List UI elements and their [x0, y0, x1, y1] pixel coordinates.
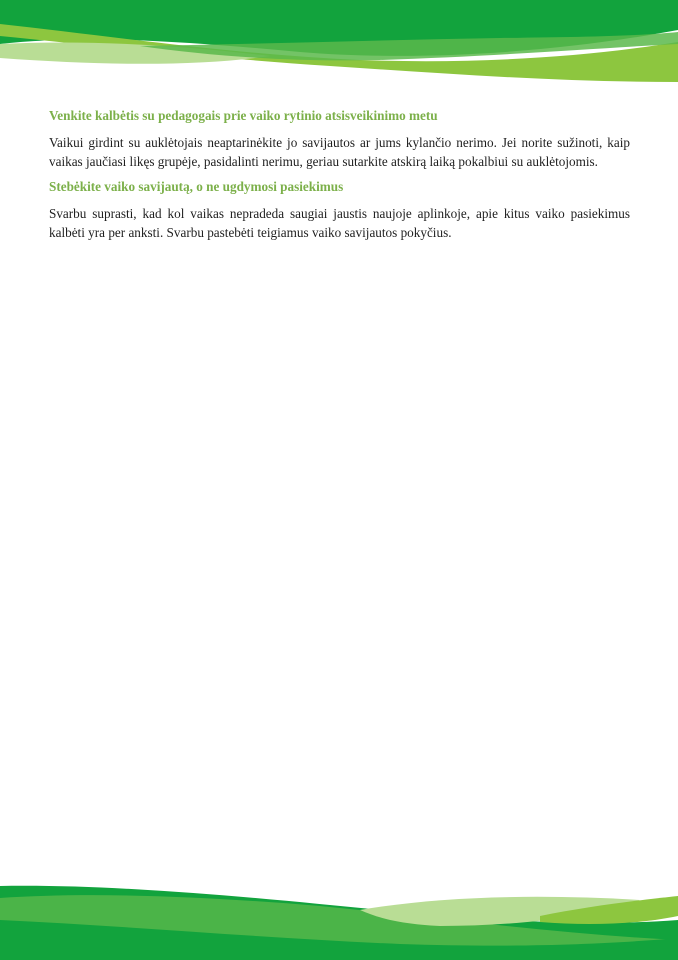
- section-paragraph: Vaikui girdint su auklėtojais neaptarinėkite jo savijautos ar jums kylančio nerimo. Jei norite sužinoti, kaip vaikas jaučiasi likęs grupėje, pasidalinti nerimu, geriau sutarkite atskirą laiką pokalbiui su auklėtojomis.: [49, 135, 630, 169]
- top-wave-decoration: [0, 0, 678, 92]
- section-heading: Stebėkite vaiko savijautą, o ne ugdymosi pasiekimus: [49, 179, 344, 194]
- section-heading: Venkite kalbėtis su pedagogais prie vaiko rytinio atsisveikinimo metu: [49, 108, 438, 123]
- section-vaiko-savijauta: [49, 177, 630, 242]
- section-rytinis-atsisveikinimas: [49, 106, 630, 171]
- section-paragraph: Svarbu suprasti, kad kol vaikas nepradeda saugiai jaustis naujoje aplinkoje, apie kitus vaiko pasiekimus kalbėti yra per anksti. Svarbu pastebėti teigiamus vaiko savijautos pokyčius.: [49, 206, 630, 240]
- document-content: [49, 106, 630, 242]
- bottom-wave-decoration: [0, 876, 678, 960]
